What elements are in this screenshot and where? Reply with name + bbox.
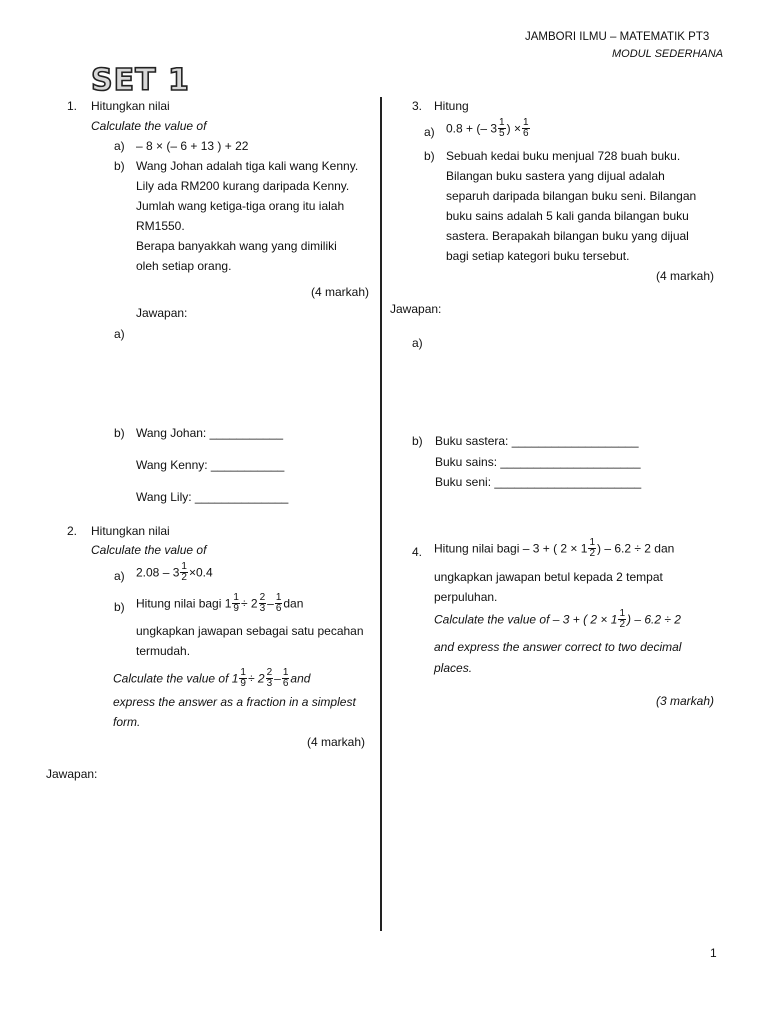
q2-en-expression: Calculate the value of 1 $\frac{1}{9}$ ÷ 2 $\frac{2}{3}$ – $\frac{1}{6}$ and <box>113 667 311 689</box>
q1-b-line: Wang Johan adalah tiga kali wang Kenny. <box>136 159 359 173</box>
q2-marks: (4 markah) <box>307 735 366 749</box>
q1-a-expression: – 8 × (– 6 + 13 ) + 22 <box>136 139 249 153</box>
q4-en-line2: and express the answer correct to two decimal <box>434 640 682 654</box>
q2-answer-label: Jawapan: <box>46 767 98 781</box>
q1-marks: (4 markah) <box>311 285 370 299</box>
q2-b-line2: ungkapkan jawapan sebagai satu pecahan <box>136 624 364 638</box>
q1-title: Hitungkan nilai <box>91 99 170 113</box>
q3-b-line: Bilangan buku sastera yang dijual adalah <box>446 169 665 183</box>
q2-number: 2. <box>67 524 78 538</box>
q4-expression: Hitung nilai bagi – 3 + ( 2 × 1 $\frac{1}{2}$ ) – 6.2 ÷ 2 dan <box>434 537 675 559</box>
q4-number: 4. <box>412 545 423 559</box>
column-divider <box>380 97 382 931</box>
q4-line3: perpuluhan. <box>434 590 498 604</box>
q1-b-line: RM1550. <box>136 219 185 233</box>
q1-b-label: b) <box>114 159 125 173</box>
q2-a-expression: 2.08 – 3 $\frac{1}{2}$ ×0.4 <box>136 561 213 583</box>
q3-b-line: sastera. Berapakah bilangan buku yang dijual <box>446 229 689 243</box>
q1-blank-lily: Wang Lily: ______________ <box>136 490 289 504</box>
page-number: 1 <box>710 946 717 960</box>
q2-title: Hitungkan nilai <box>91 524 170 538</box>
q2-a-label: a) <box>114 569 125 583</box>
q2-en-line2: express the answer as a fraction in a simplest <box>113 695 356 709</box>
q1-answer-label: Jawapan: <box>136 306 188 320</box>
q3-b-line: bagi setiap kategori buku tersebut. <box>446 249 630 263</box>
q1-answer-b: b) <box>114 426 125 440</box>
q3-blank-seni: Buku seni: ______________________ <box>435 475 642 489</box>
q3-a-expression: 0.8 + (– 3 $\frac{1}{5}$ ) × $\frac{1}{6}$ <box>446 117 529 139</box>
q3-b-line: buku sains adalah 5 kali ganda bilangan buku <box>446 209 689 223</box>
q4-marks: (3 markah) <box>656 694 715 708</box>
q4-en-expression: Calculate the value of – 3 + ( 2 × 1 $\frac{1}{2}$ ) – 6.2 ÷ 2 <box>434 608 681 630</box>
q1-b-line: Lily ada RM200 kurang daripada Kenny. <box>136 179 350 193</box>
q4-line2: ungkapkan jawapan betul kepada 2 tempat <box>434 570 663 584</box>
q1-blank-kenny: Wang Kenny: ___________ <box>136 458 285 472</box>
q1-blank-johan: Wang Johan: ___________ <box>136 426 284 440</box>
q3-answer-b: b) <box>412 434 423 448</box>
q1-number: 1. <box>67 99 78 113</box>
q1-b-line: Berapa banyakkah wang yang dimiliki <box>136 239 337 253</box>
q3-marks: (4 markah) <box>656 269 715 283</box>
q1-a-label: a) <box>114 139 125 153</box>
q2-title-en: Calculate the value of <box>91 543 207 557</box>
q3-number: 3. <box>412 99 423 113</box>
q3-b-label: b) <box>424 149 435 163</box>
q2-b-line3: termudah. <box>136 644 191 658</box>
q2-b-label: b) <box>114 600 125 614</box>
q3-b-line: separuh daripada bilangan buku seni. Bilangan <box>446 189 697 203</box>
header-title: JAMBORI ILMU – MATEMATIK PT3 <box>525 31 710 43</box>
q2-en-line3: form. <box>113 715 141 729</box>
q4-en-line3: places. <box>434 661 473 675</box>
q2-b-expression: Hitung nilai bagi 1 $\frac{1}{9}$ ÷ 2 $\frac{2}{3}$ – $\frac{1}{6}$ dan <box>136 592 304 614</box>
q3-answer-a: a) <box>412 336 423 350</box>
q3-a-label: a) <box>424 125 435 139</box>
q3-answer-label: Jawapan: <box>390 302 442 316</box>
q3-blank-sastera: Buku sastera: ___________________ <box>435 434 639 448</box>
set-title: SET 1 <box>91 63 190 98</box>
header-subtitle: MODUL SEDERHANA <box>612 48 724 60</box>
q1-answer-a: a) <box>114 327 125 341</box>
q3-b-line: Sebuah kedai buku menjual 728 buah buku. <box>446 149 681 163</box>
q1-b-line: oleh setiap orang. <box>136 259 232 273</box>
q3-title: Hitung <box>434 99 469 113</box>
q1-title-en: Calculate the value of <box>91 119 207 133</box>
q3-blank-sains: Buku sains: _____________________ <box>435 455 641 469</box>
q1-b-line: Jumlah wang ketiga-tiga orang itu ialah <box>136 199 345 213</box>
